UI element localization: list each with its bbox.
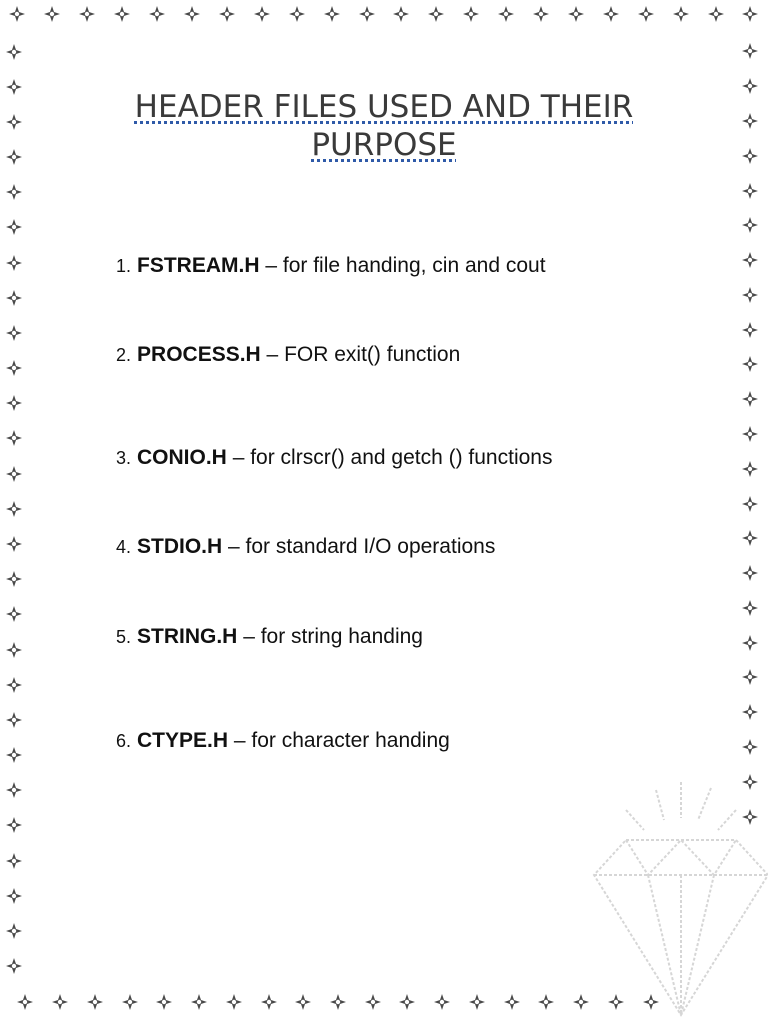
diamond-ornament-icon [226,994,242,1010]
list-item-number: 6. [116,731,132,751]
diamond-ornament-icon [399,994,415,1010]
diamond-ornament-icon [79,6,95,22]
page-title [80,88,688,164]
list-item-name: STRING.H [137,625,238,648]
list-item-name: PROCESS.H [137,343,261,366]
diamond-ornament-icon [742,635,758,651]
list-item-name: FSTREAM.H [137,254,260,277]
diamond-ornament-icon [184,6,200,22]
diamond-ornament-icon [6,642,22,658]
diamond-ornament-icon [434,994,450,1010]
list-item-number: 2. [116,345,132,365]
list-item [116,254,546,278]
diamond-ornament-icon [149,6,165,22]
diamond-ornament-icon [6,782,22,798]
diamond-ornament-icon [504,994,520,1010]
diamond-ornament-icon [6,255,22,271]
list-item [116,625,423,649]
list-item-name: CTYPE.H [137,729,229,752]
diamond-ornament-icon [191,994,207,1010]
list-item-number: 4. [116,537,132,557]
diamond-ornament-icon [393,6,409,22]
page-border-bottom [0,994,668,1016]
diamond-ornament-icon [742,600,758,616]
diamond-ornament-icon [219,6,235,22]
diamond-ornament-icon [742,322,758,338]
diamond-ornament-icon [638,6,654,22]
diamond-ornament-icon [6,290,22,306]
diamond-ornament-icon [742,287,758,303]
list-item-number: 1. [116,256,132,276]
list-item [116,446,552,470]
diamond-ornament-icon [6,536,22,552]
diamond-ornament-icon [469,994,485,1010]
diamond-ornament-icon [6,817,22,833]
diamond-ornament-icon [568,6,584,22]
diamond-ornament-icon [742,148,758,164]
diamond-ornament-icon [6,606,22,622]
diamond-ornament-icon [6,501,22,517]
list-item-description: – for file handing, cin and cout [259,254,546,277]
list-item-name: CONIO.H [137,446,227,469]
diamond-ornament-icon [538,994,554,1010]
diamond-ornament-icon [6,466,22,482]
list-item-name: STDIO.H [137,535,223,558]
diamond-ornament-icon [6,958,22,974]
diamond-ornament-icon [742,461,758,477]
diamond-ornament-icon [6,888,22,904]
diamond-ornament-icon [742,739,758,755]
diamond-ornament-icon [6,747,22,763]
diamond-ornament-icon [365,994,381,1010]
diamond-ornament-icon [156,994,172,1010]
list-item-description: – for standard I/O operations [222,535,496,558]
diamond-gem-icon [586,770,768,1020]
diamond-ornament-icon [289,6,305,22]
diamond-ornament-icon [742,356,758,372]
diamond-ornament-icon [533,6,549,22]
list-item-description: – for clrscr() and getch () functions [226,446,553,469]
list-item [116,535,495,559]
diamond-ornament-icon [742,530,758,546]
diamond-ornament-icon [742,43,758,59]
list-item [116,343,460,367]
diamond-ornament-icon [708,6,724,22]
diamond-ornament-icon [6,923,22,939]
diamond-ornament-icon [122,994,138,1010]
diamond-ornament-icon [6,430,22,446]
page-border-left [6,34,28,984]
diamond-ornament-icon [742,565,758,581]
diamond-ornament-icon [6,853,22,869]
diamond-ornament-icon [6,79,22,95]
diamond-ornament-icon [6,571,22,587]
diamond-ornament-icon [254,6,270,22]
diamond-ornament-icon [330,994,346,1010]
list-item-number: 5. [116,627,132,647]
diamond-ornament-icon [742,391,758,407]
diamond-ornament-icon [742,252,758,268]
diamond-ornament-icon [6,712,22,728]
diamond-ornament-icon [6,149,22,165]
diamond-ornament-icon [742,704,758,720]
diamond-ornament-icon [6,677,22,693]
diamond-ornament-icon [324,6,340,22]
diamond-ornament-icon [463,6,479,22]
diamond-ornament-icon [295,994,311,1010]
diamond-ornament-icon [673,6,689,22]
diamond-ornament-icon [742,669,758,685]
diamond-ornament-icon [17,994,33,1010]
diamond-ornament-icon [87,994,103,1010]
list-item-description: – for string handing [237,625,423,648]
diamond-ornament-icon [6,395,22,411]
diamond-ornament-icon [742,6,758,22]
diamond-ornament-icon [742,183,758,199]
diamond-ornament-icon [6,219,22,235]
diamond-ornament-icon [603,6,619,22]
diamond-ornament-icon [6,44,22,60]
diamond-ornament-icon [9,6,25,22]
list-item-description: – for character handing [228,729,450,752]
diamond-ornament-icon [742,496,758,512]
list-item-description: – FOR exit() function [260,343,461,366]
diamond-ornament-icon [114,6,130,22]
diamond-ornament-icon [742,217,758,233]
diamond-ornament-icon [261,994,277,1010]
diamond-ornament-icon [498,6,514,22]
diamond-ornament-icon [52,994,68,1010]
diamond-ornament-icon [6,184,22,200]
page-border-top [0,6,768,28]
diamond-ornament-icon [428,6,444,22]
diamond-ornament-icon [742,78,758,94]
diamond-ornament-icon [6,325,22,341]
list-item-number: 3. [116,448,132,468]
diamond-ornament-icon [44,6,60,22]
diamond-ornament-icon [6,114,22,130]
diamond-ornament-icon [6,360,22,376]
diamond-ornament-icon [742,113,758,129]
list-item [116,729,450,753]
diamond-ornament-icon [742,426,758,442]
page-border-right [742,34,764,834]
page-title-text: HEADER FILES USED AND THEIR PURPOSE [134,89,634,163]
diamond-ornament-icon [359,6,375,22]
